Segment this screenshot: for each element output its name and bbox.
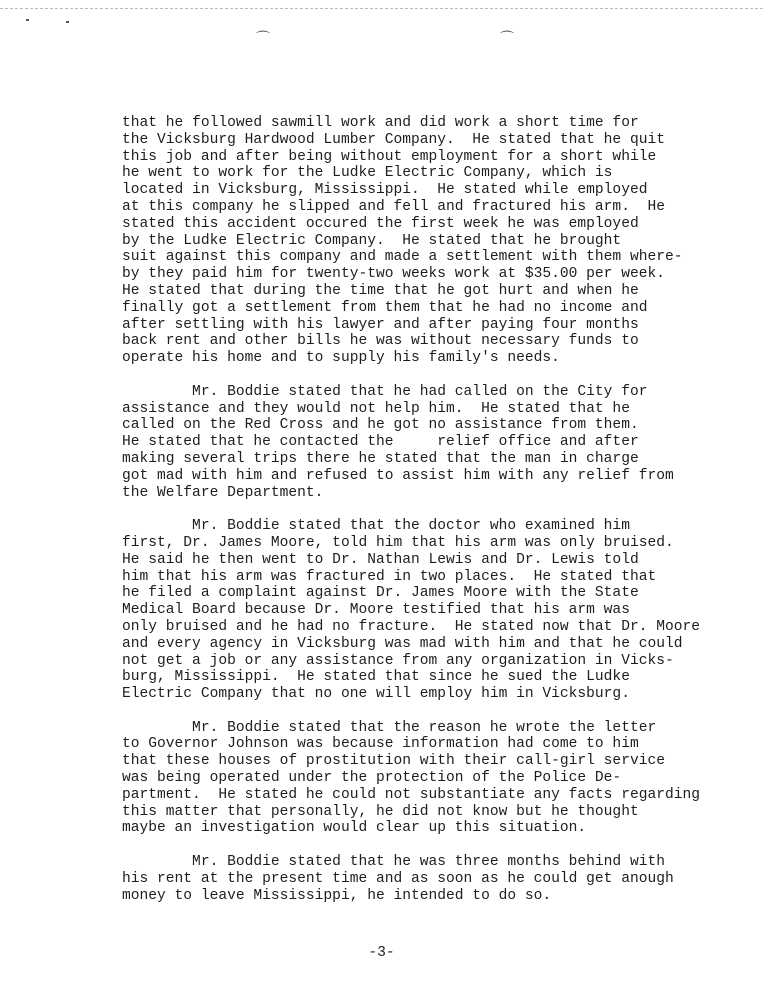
text-line: after settling with his lawyer and after paying four months	[122, 316, 639, 333]
text-line: Mr. Boddie stated that the reason he wrote the letter	[122, 719, 657, 736]
text-line: Mr. Boddie stated that he had called on the City for	[122, 383, 648, 400]
text-line: was being operated under the protection of the Police De-	[122, 770, 622, 787]
text-line: got mad with him and refused to assist him with any relief from	[122, 467, 674, 484]
text-line: only bruised and he had no fracture. He stated now that Dr. Moore	[122, 618, 701, 635]
text-line: assistance and they would not help him. He stated that he	[122, 400, 630, 417]
text-line: to Governor Johnson was because information had come to him	[122, 736, 639, 753]
paragraph	[122, 720, 747, 838]
punch-mark-right: ⌒	[500, 31, 514, 47]
text-line: He said he then went to Dr. Nathan Lewis and Dr. Lewis told	[122, 551, 639, 568]
text-line: this matter that personally, he did not know but he thought	[122, 803, 639, 820]
text-line: maybe an investigation would clear up this situation.	[122, 820, 587, 837]
paragraph	[122, 518, 747, 703]
text-line: and every agency in Vicksburg was mad with him and that he could	[122, 635, 683, 652]
text-line: he went to work for the Ludke Electric Company, which is	[122, 165, 613, 182]
text-line: stated this accident occured the first week he was employed	[122, 215, 639, 232]
text-line: operate his home and to supply his family's needs.	[122, 350, 560, 367]
paragraph	[122, 854, 747, 904]
page-number: -3-	[368, 945, 395, 961]
text-line: suit against this company and made a settlement with them where-	[122, 249, 683, 266]
text-line: the Welfare Department.	[122, 484, 324, 501]
text-line: that he followed sawmill work and did work a short time for	[122, 115, 639, 131]
text-line: Mr. Boddie stated that he was three months behind with	[122, 854, 665, 871]
text-line: He stated that during the time that he got hurt and when he	[122, 282, 639, 299]
text-line: not get a job or any assistance from any organization in Vicks-	[122, 652, 674, 669]
text-line: Electric Company that no one will employ him in Vicksburg.	[122, 686, 630, 703]
text-line: first, Dr. James Moore, told him that his arm was only bruised.	[122, 534, 674, 551]
punch-mark-left: ⌒	[256, 31, 270, 47]
text-line: him that his arm was fractured in two places. He stated that	[122, 568, 657, 585]
paper-speck	[26, 19, 29, 21]
text-line: Medical Board because Dr. Moore testified that his arm was	[122, 602, 630, 619]
text-line: burg, Mississippi. He stated that since he sued the Ludke	[122, 669, 630, 686]
text-line: making several trips there he stated that the man in charge	[122, 450, 639, 467]
paragraph	[122, 384, 747, 502]
text-line: finally got a settlement from them that he had no income and	[122, 299, 648, 316]
text-line: located in Vicksburg, Mississippi. He stated while employed	[122, 182, 648, 199]
text-line: He stated that he contacted the relief office and after	[122, 434, 639, 451]
text-line: by they paid him for twenty-two weeks work at $35.00 per week.	[122, 266, 665, 283]
text-line: partment. He stated he could not substantiate any facts regarding	[122, 786, 701, 803]
text-line: he filed a complaint against Dr. James Moore with the State	[122, 585, 639, 602]
text-line: at this company he slipped and fell and fractured his arm. He	[122, 198, 665, 215]
text-line: this job and after being without employment for a short while	[122, 148, 657, 165]
text-line: the Vicksburg Hardwood Lumber Company. He stated that he quit	[122, 131, 665, 148]
text-line: that these houses of prostitution with their call-girl service	[122, 753, 665, 770]
page-top-edge	[0, 8, 763, 9]
letter-body	[122, 115, 747, 921]
text-line: his rent at the present time and as soon as he could get anough	[122, 870, 674, 887]
text-line: called on the Red Cross and he got no assistance from them.	[122, 417, 639, 434]
text-line: money to leave Mississippi, he intended to do so.	[122, 887, 552, 904]
text-line: by the Ludke Electric Company. He stated that he brought	[122, 232, 622, 249]
paper-speck	[66, 21, 69, 23]
text-line: Mr. Boddie stated that the doctor who examined him	[122, 518, 630, 535]
paragraph	[122, 115, 747, 367]
text-line: back rent and other bills he was without necessary funds to	[122, 333, 639, 350]
